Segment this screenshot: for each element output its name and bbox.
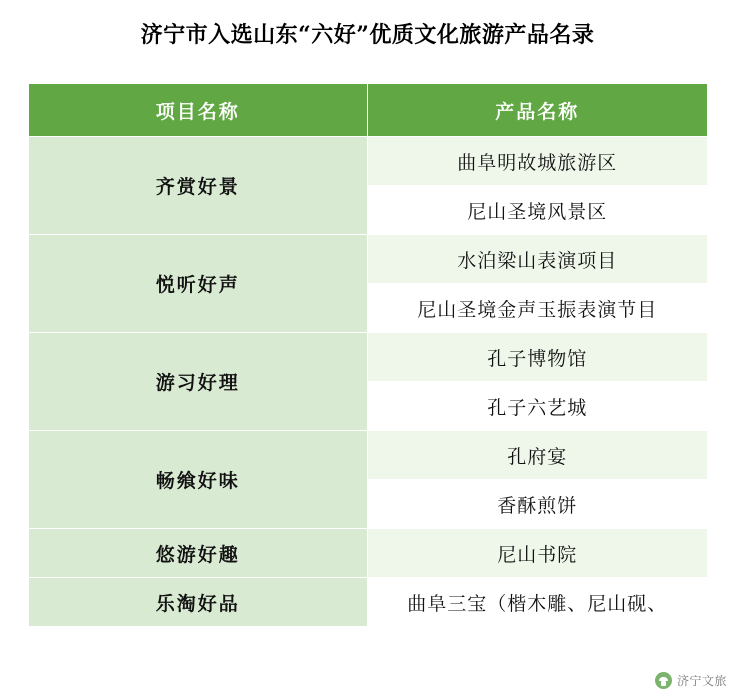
product-cell: 尼山圣境风景区 <box>368 186 708 235</box>
product-directory-table <box>28 83 708 627</box>
category-cell: 悠游好趣 <box>28 529 368 578</box>
product-cell: 孔子六艺城 <box>368 382 708 431</box>
product-cell: 曲阜三宝（楷木雕、尼山砚、 <box>368 578 708 627</box>
product-cell: 孔府宴 <box>368 431 708 480</box>
page-title: 济宁市入选山东“六好”优质文化旅游产品名录 <box>140 22 595 48</box>
category-cell: 游习好理 <box>28 333 368 431</box>
table-row <box>28 137 707 186</box>
product-cell: 香酥煎饼 <box>368 480 708 529</box>
category-cell: 乐淘好品 <box>28 578 368 627</box>
product-cell: 曲阜明故城旅游区 <box>368 137 708 186</box>
header-cell-category: 项目名称 <box>28 84 368 137</box>
product-cell: 尼山书院 <box>368 529 708 578</box>
table-row <box>28 529 707 578</box>
product-cell: 孔子博物馆 <box>368 333 708 382</box>
header-cell-product: 产品名称 <box>368 84 708 137</box>
table-header-row <box>28 84 707 137</box>
table-row <box>28 333 707 382</box>
table-row <box>28 235 707 284</box>
category-cell: 齐赏好景 <box>28 137 368 235</box>
category-cell: 畅飨好味 <box>28 431 368 529</box>
watermark-label: 济宁文旅 <box>676 674 727 688</box>
category-cell: 悦听好声 <box>28 235 368 333</box>
leaf-circle-icon <box>655 672 672 689</box>
table-row <box>28 431 707 480</box>
table-row <box>28 578 707 627</box>
product-cell: 水泊梁山表演项目 <box>368 235 708 284</box>
product-cell: 尼山圣境金声玉振表演节目 <box>368 284 708 333</box>
watermark <box>655 672 727 689</box>
